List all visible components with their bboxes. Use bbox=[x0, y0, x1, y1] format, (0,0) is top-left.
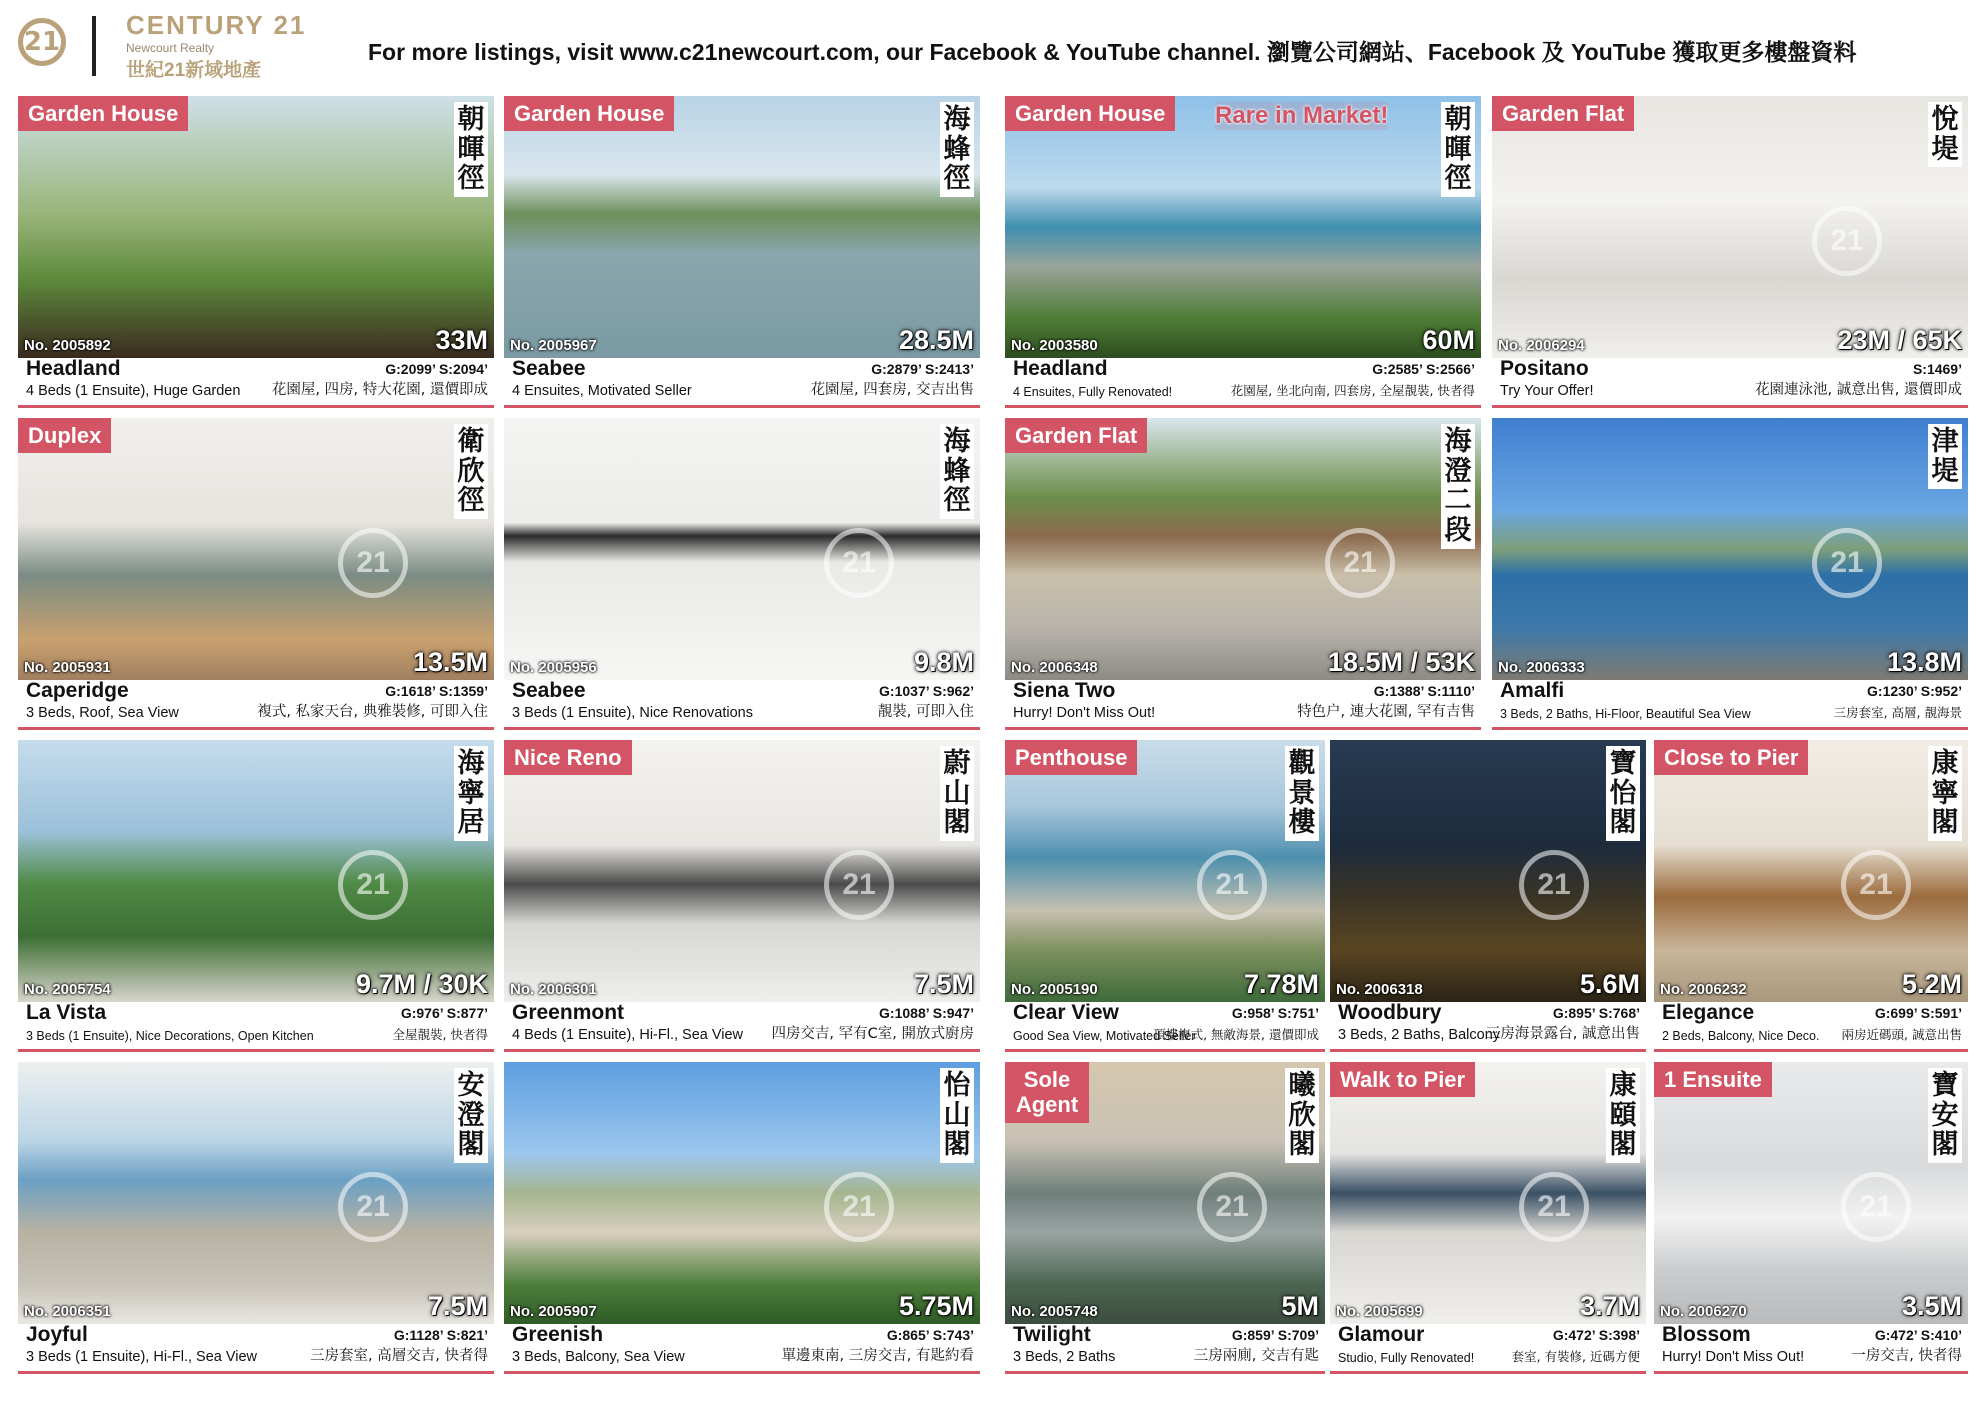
estate-name-cn: 悅堤 bbox=[1928, 102, 1962, 167]
listing-description: Hurry! Don't Miss Out! bbox=[1013, 705, 1156, 721]
listing-card[interactable] bbox=[18, 1062, 494, 1374]
listing-price: 9.7M / 30K bbox=[355, 969, 488, 999]
listing-tag: Garden House bbox=[504, 96, 674, 131]
listing-price: 5.2M bbox=[1901, 969, 1962, 999]
listing-description: 3 Beds, 2 Baths, Hi-Floor, Beautiful Sea View bbox=[1500, 707, 1751, 721]
watermark-21-icon: 21 bbox=[1812, 206, 1882, 276]
listing-card[interactable] bbox=[504, 740, 980, 1052]
watermark-21-icon: 21 bbox=[338, 528, 408, 598]
watermark-21-icon: 21 bbox=[1841, 1172, 1911, 1242]
listing-tag: Garden Flat bbox=[1492, 96, 1634, 131]
rare-badge: Rare in Market! bbox=[1215, 102, 1389, 129]
listing-info bbox=[1492, 355, 1968, 408]
listing-number: No. 2006318 bbox=[1336, 981, 1423, 998]
listing-tag: Duplex bbox=[18, 418, 111, 453]
listing-description: 3 Beds (1 Ensuite), Hi-Fl., Sea View bbox=[26, 1349, 258, 1365]
listing-number: No. 2006333 bbox=[1498, 659, 1585, 676]
listing-photo bbox=[1005, 418, 1481, 680]
listing-price: 23M / 65K bbox=[1837, 325, 1962, 355]
listing-description-cn: 三房套室, 高層交吉, 快者得 bbox=[310, 1348, 488, 1364]
listing-description-cn: 複式, 私家天台, 典雅裝修, 可即入住 bbox=[257, 704, 488, 720]
area-gross-saleable: G:2879’ S:2413’ bbox=[871, 361, 974, 377]
header bbox=[0, 0, 1984, 92]
listing-price: 5.75M bbox=[898, 1291, 974, 1321]
brand bbox=[126, 10, 306, 82]
listing-number: No. 2006232 bbox=[1660, 981, 1747, 998]
listing-description-cn: 特色户, 連大花園, 罕有吉售 bbox=[1297, 704, 1475, 720]
listing-info bbox=[1654, 999, 1968, 1052]
listing-description-cn: 四房交吉, 罕有C室, 開放式廚房 bbox=[771, 1026, 974, 1042]
listing-description: 3 Beds, Balcony, Sea View bbox=[512, 1349, 685, 1365]
listing-card[interactable] bbox=[1005, 96, 1481, 408]
listing-info bbox=[1005, 355, 1481, 408]
listing-tag: Garden House bbox=[18, 96, 188, 131]
listing-info bbox=[1005, 999, 1325, 1052]
listing-card[interactable] bbox=[18, 418, 494, 730]
property-name: Woodbury bbox=[1338, 1001, 1442, 1024]
listing-description: 4 Ensuites, Motivated Seller bbox=[512, 383, 692, 399]
listing-info bbox=[1005, 1321, 1325, 1374]
listing-description-cn: 單邊東南, 三房交吉, 有匙約看 bbox=[781, 1348, 974, 1364]
listing-info bbox=[1330, 999, 1646, 1052]
property-name: Amalfi bbox=[1500, 679, 1565, 702]
listing-photo bbox=[1005, 96, 1481, 358]
listing-card[interactable] bbox=[504, 418, 980, 730]
listing-card[interactable] bbox=[1005, 418, 1481, 730]
listing-card[interactable] bbox=[1654, 1062, 1968, 1374]
listing-number: No. 2005956 bbox=[510, 659, 597, 676]
brand-cn: 世紀21新域地產 bbox=[126, 60, 262, 81]
listing-number: No. 2006294 bbox=[1498, 337, 1585, 354]
estate-name-cn: 安澄閣 bbox=[454, 1068, 488, 1163]
listing-description-cn: 花園連泳池, 誠意出售, 還價即成 bbox=[1755, 382, 1962, 398]
area-gross-saleable: G:1128’ S:821’ bbox=[393, 1327, 488, 1343]
listing-number: No. 2005892 bbox=[24, 337, 111, 354]
area-gross-saleable: G:865’ S:743’ bbox=[886, 1327, 974, 1343]
listing-description-cn: 靚裝, 可即入住 bbox=[877, 704, 974, 720]
listing-description: 3 Beds, 2 Baths bbox=[1013, 1349, 1116, 1365]
area-gross-saleable: G:699’ S:591’ bbox=[1874, 1005, 1962, 1021]
listing-photo bbox=[18, 418, 494, 680]
century21-logo-icon: 21 bbox=[18, 18, 66, 66]
listing-number: No. 2005190 bbox=[1011, 981, 1098, 998]
listing-info bbox=[504, 1321, 980, 1374]
listing-price: 28.5M bbox=[898, 325, 974, 355]
watermark-21-icon: 21 bbox=[338, 1172, 408, 1242]
listing-description: 3 Beds (1 Ensuite), Nice Decorations, Open Kitchen bbox=[26, 1029, 314, 1043]
listing-tag: Nice Reno bbox=[504, 740, 632, 775]
listing-description: Studio, Fully Renovated! bbox=[1338, 1351, 1475, 1365]
listing-card[interactable] bbox=[1005, 1062, 1325, 1374]
listing-info bbox=[504, 999, 980, 1052]
listing-description: Good Sea View, Motivated Seller bbox=[1013, 1029, 1196, 1043]
estate-name-cn: 觀景樓 bbox=[1285, 746, 1319, 841]
listing-price: 3.5M bbox=[1901, 1291, 1962, 1321]
area-gross-saleable: G:2585’ S:2566’ bbox=[1372, 361, 1475, 377]
brand-name: CENTURY 21 bbox=[126, 10, 307, 40]
listing-price: 13.5M bbox=[412, 647, 488, 677]
listing-number: No. 2003580 bbox=[1011, 337, 1098, 354]
listing-number: No. 2005931 bbox=[24, 659, 111, 676]
logo-divider bbox=[92, 16, 96, 76]
listing-number: No. 2005967 bbox=[510, 337, 597, 354]
listing-description-cn: 三房套室, 高層, 靚海景 bbox=[1833, 705, 1962, 720]
property-name: Joyful bbox=[26, 1323, 88, 1346]
listing-info bbox=[18, 677, 494, 730]
property-name: Seabee bbox=[512, 679, 586, 702]
listing-description-cn: 一房交吉, 快者得 bbox=[1851, 1348, 1962, 1364]
listing-tag: Sole Agent bbox=[1005, 1062, 1089, 1123]
area-gross-saleable: G:1388’ S:1110’ bbox=[1373, 683, 1475, 699]
estate-name-cn: 海蜂徑 bbox=[940, 424, 974, 519]
listing-description-cn: 花園屋, 坐北向南, 四套房, 全屋靚裝, 快者得 bbox=[1230, 383, 1475, 398]
listing-price: 7.5M bbox=[427, 1291, 488, 1321]
listing-description-cn: 頂樓複式, 無敵海景, 還價即成 bbox=[1153, 1027, 1319, 1042]
listing-card[interactable] bbox=[1654, 740, 1968, 1052]
listing-photo bbox=[18, 1062, 494, 1324]
listing-description: Hurry! Don't Miss Out! bbox=[1662, 1349, 1805, 1365]
estate-name-cn: 蔚山閣 bbox=[940, 746, 974, 841]
listing-photo bbox=[504, 1062, 980, 1324]
listing-photo bbox=[504, 740, 980, 1002]
listing-card[interactable] bbox=[1492, 418, 1968, 730]
property-name: Elegance bbox=[1662, 1001, 1755, 1024]
listing-price: 60M bbox=[1422, 325, 1475, 355]
listing-description-cn: 三房海景露台, 誠意出售 bbox=[1485, 1026, 1640, 1042]
listing-number: No. 2005754 bbox=[24, 981, 111, 998]
listing-price: 9.8M bbox=[913, 647, 974, 677]
listing-photo bbox=[18, 740, 494, 1002]
estate-name-cn: 衛欣徑 bbox=[454, 424, 488, 519]
listing-card[interactable] bbox=[18, 96, 494, 408]
estate-name-cn: 康寧閣 bbox=[1928, 746, 1962, 841]
watermark-21-icon: 21 bbox=[1812, 528, 1882, 598]
listing-price: 7.5M bbox=[913, 969, 974, 999]
listing-card[interactable] bbox=[504, 96, 980, 408]
listing-photo bbox=[1005, 1062, 1325, 1324]
watermark-21-icon: 21 bbox=[1197, 1172, 1267, 1242]
listing-price: 3.7M bbox=[1579, 1291, 1640, 1321]
listing-card[interactable] bbox=[504, 1062, 980, 1374]
area-gross-saleable: G:1230’ S:952’ bbox=[1867, 683, 1962, 699]
area-gross-saleable: G:472’ S:398’ bbox=[1552, 1327, 1640, 1343]
property-name: Caperidge bbox=[26, 679, 129, 702]
listing-info bbox=[18, 355, 494, 408]
property-name: Positano bbox=[1500, 357, 1589, 380]
listing-tag: Walk to Pier bbox=[1330, 1062, 1475, 1097]
listing-description-cn: 兩房近碼頭, 誠意出售 bbox=[1841, 1027, 1962, 1042]
listing-description: 4 Beds (1 Ensuite), Huge Garden bbox=[26, 383, 241, 399]
property-name: La Vista bbox=[26, 1001, 107, 1024]
listing-info bbox=[18, 999, 494, 1052]
watermark-21-icon: 21 bbox=[1197, 850, 1267, 920]
property-name: Blossom bbox=[1662, 1323, 1751, 1346]
listing-description-cn: 花園屋, 四房, 特大花園, 還價即成 bbox=[271, 382, 488, 398]
listing-number: No. 2006301 bbox=[510, 981, 597, 998]
listing-number: No. 2005699 bbox=[1336, 1303, 1423, 1320]
property-name: Twilight bbox=[1013, 1323, 1091, 1346]
area-gross-saleable: G:958’ S:751’ bbox=[1231, 1005, 1319, 1021]
listing-description: 4 Ensuites, Fully Renovated! bbox=[1013, 385, 1173, 399]
area-gross-saleable: G:976’ S:877’ bbox=[400, 1005, 488, 1021]
listing-tag: Garden House bbox=[1005, 96, 1175, 131]
listing-description: 3 Beds, 2 Baths, Balcony bbox=[1338, 1027, 1501, 1043]
area-gross-saleable: G:1618’ S:1359’ bbox=[385, 683, 488, 699]
property-name: Glamour bbox=[1338, 1323, 1425, 1346]
area-gross-saleable: G:472’ S:410’ bbox=[1874, 1327, 1962, 1343]
listing-photo bbox=[1492, 96, 1968, 358]
estate-name-cn: 寶安閣 bbox=[1928, 1068, 1962, 1163]
listing-tag: Penthouse bbox=[1005, 740, 1137, 775]
listing-photo bbox=[504, 96, 980, 358]
listing-number: No. 2006348 bbox=[1011, 659, 1098, 676]
watermark-21-icon: 21 bbox=[824, 1172, 894, 1242]
area-gross-saleable: G:1088’ S:947’ bbox=[879, 1005, 974, 1021]
property-name: Greenmont bbox=[512, 1001, 625, 1024]
listing-photo bbox=[1654, 1062, 1968, 1324]
watermark-21-icon: 21 bbox=[1519, 850, 1589, 920]
area-gross-saleable: G:859’ S:709’ bbox=[1231, 1327, 1319, 1343]
property-name: Seabee bbox=[512, 357, 586, 380]
estate-name-cn: 海蜂徑 bbox=[940, 102, 974, 197]
property-name: Clear View bbox=[1013, 1001, 1119, 1024]
listing-number: No. 2006351 bbox=[24, 1303, 111, 1320]
brand-sub: Newcourt Realty bbox=[126, 41, 215, 55]
estate-name-cn: 朝暉徑 bbox=[454, 102, 488, 197]
estate-name-cn: 康頤閣 bbox=[1606, 1068, 1640, 1163]
listing-info bbox=[504, 677, 980, 730]
listing-tag: 1 Ensuite bbox=[1654, 1062, 1772, 1097]
estate-name-cn: 怡山閣 bbox=[940, 1068, 974, 1163]
estate-name-cn: 津堤 bbox=[1928, 424, 1962, 489]
listing-card[interactable] bbox=[1492, 96, 1968, 408]
estate-name-cn: 寶怡閣 bbox=[1606, 746, 1640, 841]
listing-info bbox=[1005, 677, 1481, 730]
listing-price: 5M bbox=[1281, 1291, 1319, 1321]
estate-name-cn: 朝暉徑 bbox=[1441, 102, 1475, 197]
listing-tag: Close to Pier bbox=[1654, 740, 1808, 775]
listing-info bbox=[504, 355, 980, 408]
area-gross-saleable: G:1037’ S:962’ bbox=[879, 683, 974, 699]
listing-photo bbox=[1330, 1062, 1646, 1324]
watermark-21-icon: 21 bbox=[1841, 850, 1911, 920]
listing-photo bbox=[1654, 740, 1968, 1002]
area-gross-saleable: G:895’ S:768’ bbox=[1552, 1005, 1640, 1021]
area-gross-saleable: G:2099’ S:2094’ bbox=[385, 361, 488, 377]
listing-info bbox=[1492, 677, 1968, 730]
listing-description-cn: 三房兩廁, 交吉有匙 bbox=[1193, 1348, 1319, 1364]
property-name: Headland bbox=[26, 357, 121, 380]
property-name: Headland bbox=[1013, 357, 1108, 380]
watermark-21-icon: 21 bbox=[1325, 528, 1395, 598]
estate-name-cn: 海寧居 bbox=[454, 746, 488, 841]
listing-number: No. 2005907 bbox=[510, 1303, 597, 1320]
listing-description-cn: 套室, 有裝修, 近碼方便 bbox=[1511, 1349, 1640, 1364]
listing-price: 33M bbox=[435, 325, 488, 355]
area-gross-saleable: S:1469’ bbox=[1912, 361, 1962, 377]
listing-card[interactable] bbox=[1330, 1062, 1646, 1374]
listing-description: 3 Beds (1 Ensuite), Nice Renovations bbox=[512, 705, 753, 721]
listing-photo bbox=[504, 418, 980, 680]
listing-description-cn: 花園屋, 四套房, 交吉出售 bbox=[810, 382, 974, 398]
property-name: Siena Two bbox=[1013, 679, 1116, 702]
listing-photo bbox=[1330, 740, 1646, 1002]
listing-card[interactable] bbox=[18, 740, 494, 1052]
listing-description: 4 Beds (1 Ensuite), Hi-Fl., Sea View bbox=[512, 1027, 744, 1043]
watermark-21-icon: 21 bbox=[824, 528, 894, 598]
tagline: For more listings, visit www.c21newcourt.com, our Facebook & YouTube channel. 瀏覽公司網站、Facebook 及 YouTube 獲取更多樓盤資料 bbox=[368, 39, 1857, 65]
listing-photo bbox=[1492, 418, 1968, 680]
watermark-21-icon: 21 bbox=[338, 850, 408, 920]
listing-info bbox=[1654, 1321, 1968, 1374]
listing-number: No. 2006270 bbox=[1660, 1303, 1747, 1320]
watermark-21-icon: 21 bbox=[1519, 1172, 1589, 1242]
estate-name-cn: 海澄二段 bbox=[1441, 424, 1475, 549]
property-name: Greenish bbox=[512, 1323, 604, 1346]
listing-description: Try Your Offer! bbox=[1500, 383, 1594, 399]
listing-number: No. 2005748 bbox=[1011, 1303, 1098, 1320]
listing-price: 13.8M bbox=[1886, 647, 1962, 677]
listing-card[interactable] bbox=[1005, 740, 1325, 1052]
listing-price: 7.78M bbox=[1243, 969, 1319, 999]
listing-photo bbox=[1005, 740, 1325, 1002]
listing-description-cn: 全屋靚裝, 快者得 bbox=[392, 1027, 488, 1042]
estate-name-cn: 曦欣閣 bbox=[1285, 1068, 1319, 1163]
listing-info bbox=[1330, 1321, 1646, 1374]
listing-price: 18.5M / 53K bbox=[1327, 647, 1475, 677]
listing-price: 5.6M bbox=[1579, 969, 1640, 999]
listing-tag: Garden Flat bbox=[1005, 418, 1147, 453]
listing-description: 3 Beds, Roof, Sea View bbox=[26, 705, 179, 721]
listing-photo bbox=[18, 96, 494, 358]
listing-card[interactable] bbox=[1330, 740, 1646, 1052]
watermark-21-icon: 21 bbox=[824, 850, 894, 920]
listing-description: 2 Beds, Balcony, Nice Deco. bbox=[1662, 1029, 1820, 1043]
listing-info bbox=[18, 1321, 494, 1374]
